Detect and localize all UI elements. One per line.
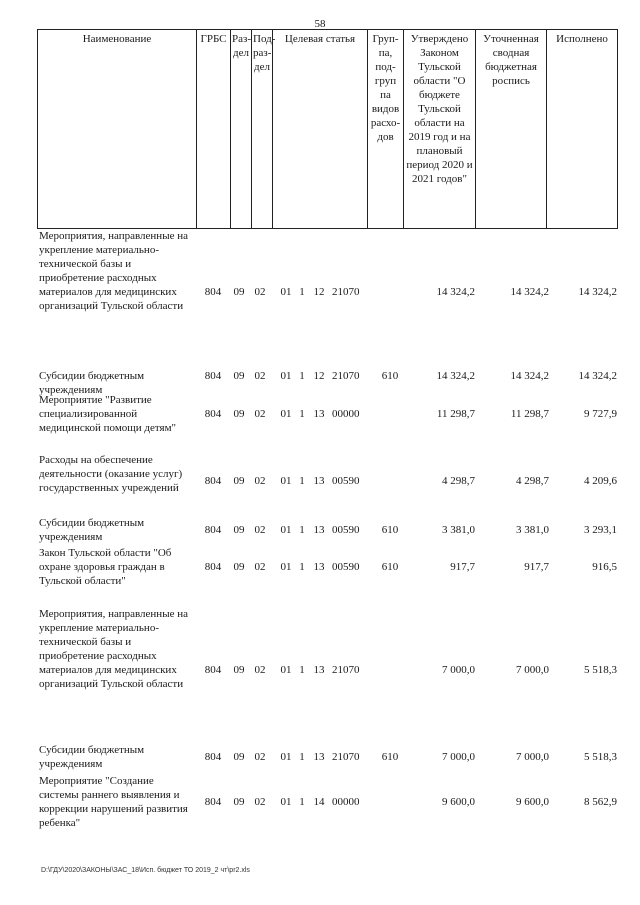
row-name: Субсидии бюджетным учреждениям bbox=[39, 517, 145, 543]
row-refined: 4 298,7 bbox=[516, 475, 549, 487]
row-name: Субсидии бюджетным учреждениям bbox=[39, 744, 145, 770]
row-target-direction: 00590 bbox=[332, 561, 360, 573]
row-approved: 11 298,7 bbox=[436, 408, 475, 420]
row-approved: 9 600,0 bbox=[442, 796, 475, 808]
row-podrazdel: 02 bbox=[254, 751, 266, 763]
row-approved: 14 324,2 bbox=[436, 370, 475, 382]
row-razdel: 09 bbox=[233, 796, 245, 808]
row-target-type: 1 bbox=[299, 796, 305, 808]
row-razdel: 09 bbox=[233, 524, 245, 536]
row-grbs: 804 bbox=[204, 561, 222, 573]
row-razdel: 09 bbox=[233, 475, 245, 487]
row-approved: 7 000,0 bbox=[442, 751, 475, 763]
row-refined: 7 000,0 bbox=[516, 664, 549, 676]
row-target-program: 01 bbox=[280, 561, 292, 573]
row-grbs: 804 bbox=[204, 286, 222, 298]
row-target-direction: 21070 bbox=[332, 286, 360, 298]
row-refined: 917,7 bbox=[524, 561, 549, 573]
row-target-program: 01 bbox=[280, 751, 292, 763]
row-executed: 8 562,9 bbox=[584, 796, 617, 808]
row-razdel: 09 bbox=[233, 408, 245, 420]
row-target-event: 13 bbox=[313, 475, 325, 487]
table-header bbox=[37, 29, 618, 229]
row-target-event: 14 bbox=[313, 796, 325, 808]
row-razdel: 09 bbox=[233, 664, 245, 676]
row-target-type: 1 bbox=[299, 524, 305, 536]
row-target-program: 01 bbox=[280, 664, 292, 676]
row-name: Закон Тульской области "Об охране здоровья граждан в Тульской области" bbox=[39, 547, 172, 587]
row-target-program: 01 bbox=[280, 524, 292, 536]
row-target-event: 12 bbox=[313, 370, 325, 382]
row-grbs: 804 bbox=[204, 796, 222, 808]
row-target-event: 13 bbox=[313, 408, 325, 420]
row-refined: 14 324,2 bbox=[510, 286, 549, 298]
row-razdel: 09 bbox=[233, 370, 245, 382]
row-target-type: 1 bbox=[299, 751, 305, 763]
row-grbs: 804 bbox=[204, 751, 222, 763]
header-target-article: Целевая статья bbox=[273, 30, 368, 229]
row-target-direction: 21070 bbox=[332, 751, 360, 763]
row-name: Мероприятия, направленные на укрепление материально-технической базы и приобретение расходных материалов для медицинских организаций Тульской области bbox=[39, 230, 188, 312]
row-executed: 3 293,1 bbox=[584, 524, 617, 536]
row-razdel: 09 bbox=[233, 751, 245, 763]
row-name: Мероприятие "Развитие специализированной медицинской помощи детям" bbox=[39, 394, 177, 434]
row-refined: 3 381,0 bbox=[516, 524, 549, 536]
row-executed: 14 324,2 bbox=[578, 286, 617, 298]
row-target-direction: 00000 bbox=[332, 796, 360, 808]
row-target-program: 01 bbox=[280, 475, 292, 487]
row-podrazdel: 02 bbox=[254, 370, 266, 382]
row-approved: 917,7 bbox=[450, 561, 475, 573]
header-name: Наименование bbox=[38, 30, 197, 229]
row-target-program: 01 bbox=[280, 370, 292, 382]
row-podrazdel: 02 bbox=[254, 475, 266, 487]
row-target-event: 13 bbox=[313, 664, 325, 676]
row-target-direction: 00000 bbox=[332, 408, 360, 420]
row-expense-type: 610 bbox=[381, 751, 399, 763]
row-target-event: 13 bbox=[313, 524, 325, 536]
row-target-direction: 00590 bbox=[332, 524, 360, 536]
row-podrazdel: 02 bbox=[254, 286, 266, 298]
row-razdel: 09 bbox=[233, 561, 245, 573]
row-name: Субсидии бюджетным учреждениям bbox=[39, 370, 145, 396]
row-target-direction: 21070 bbox=[332, 370, 360, 382]
row-approved: 14 324,2 bbox=[436, 286, 475, 298]
row-name: Мероприятие "Создание системы раннего выявления и коррекции нарушений развития ребенка" bbox=[39, 775, 188, 829]
row-target-type: 1 bbox=[299, 370, 305, 382]
file-path-footer: D:\ГДУ\2020\ЗАКОНЫ\ЗАС_18\Исп. бюджет ТО 2019_2 чт\pr2.xls bbox=[41, 867, 250, 874]
row-grbs: 804 bbox=[204, 524, 222, 536]
row-target-type: 1 bbox=[299, 561, 305, 573]
row-refined: 14 324,2 bbox=[510, 370, 549, 382]
row-grbs: 804 bbox=[204, 408, 222, 420]
page-number: 58 bbox=[314, 18, 326, 30]
header-refined: Уточненная сводная бюджетная роспись bbox=[476, 30, 547, 229]
row-expense-type: 610 bbox=[381, 524, 399, 536]
row-approved: 4 298,7 bbox=[442, 475, 475, 487]
row-target-type: 1 bbox=[299, 286, 305, 298]
row-refined: 9 600,0 bbox=[516, 796, 549, 808]
row-target-type: 1 bbox=[299, 475, 305, 487]
row-grbs: 804 bbox=[204, 664, 222, 676]
row-approved: 7 000,0 bbox=[442, 664, 475, 676]
header-expense-type: Груп-па, под-груп па видов расхо-дов bbox=[368, 30, 404, 229]
header-razdel: Раз-дел bbox=[231, 30, 252, 229]
row-grbs: 804 bbox=[204, 475, 222, 487]
row-podrazdel: 02 bbox=[254, 664, 266, 676]
row-executed: 916,5 bbox=[592, 561, 617, 573]
row-name: Расходы на обеспечение деятельности (оказание услуг) государственных учреждений bbox=[39, 454, 183, 494]
row-razdel: 09 bbox=[233, 286, 245, 298]
row-grbs: 804 bbox=[204, 370, 222, 382]
row-podrazdel: 02 bbox=[254, 561, 266, 573]
row-refined: 11 298,7 bbox=[510, 408, 549, 420]
header-grbs: ГРБС bbox=[197, 30, 231, 229]
row-expense-type: 610 bbox=[381, 561, 399, 573]
row-target-event: 13 bbox=[313, 751, 325, 763]
row-podrazdel: 02 bbox=[254, 408, 266, 420]
row-target-event: 13 bbox=[313, 561, 325, 573]
row-target-program: 01 bbox=[280, 796, 292, 808]
row-target-program: 01 bbox=[280, 408, 292, 420]
row-target-type: 1 bbox=[299, 408, 305, 420]
header-approved: Утверждено Законом Тульской области "О бюджете Тульской области на 2019 год и на плановый период 2020 и 2021 годов" bbox=[404, 30, 476, 229]
row-target-type: 1 bbox=[299, 664, 305, 676]
header-executed: Исполнено bbox=[547, 30, 618, 229]
row-executed: 9 727,9 bbox=[584, 408, 617, 420]
row-approved: 3 381,0 bbox=[442, 524, 475, 536]
row-name: Мероприятия, направленные на укрепление материально-технической базы и приобретение расходных материалов для медицинских организаций Тульской области bbox=[39, 608, 188, 690]
row-target-direction: 00590 bbox=[332, 475, 360, 487]
row-podrazdel: 02 bbox=[254, 524, 266, 536]
row-executed: 5 518,3 bbox=[584, 664, 617, 676]
row-target-program: 01 bbox=[280, 286, 292, 298]
row-target-direction: 21070 bbox=[332, 664, 360, 676]
row-refined: 7 000,0 bbox=[516, 751, 549, 763]
row-expense-type: 610 bbox=[381, 370, 399, 382]
row-executed: 4 209,6 bbox=[584, 475, 617, 487]
header-podrazdel: Под-раз-дел bbox=[252, 30, 273, 229]
row-podrazdel: 02 bbox=[254, 796, 266, 808]
row-target-event: 12 bbox=[313, 286, 325, 298]
row-executed: 5 518,3 bbox=[584, 751, 617, 763]
row-executed: 14 324,2 bbox=[578, 370, 617, 382]
